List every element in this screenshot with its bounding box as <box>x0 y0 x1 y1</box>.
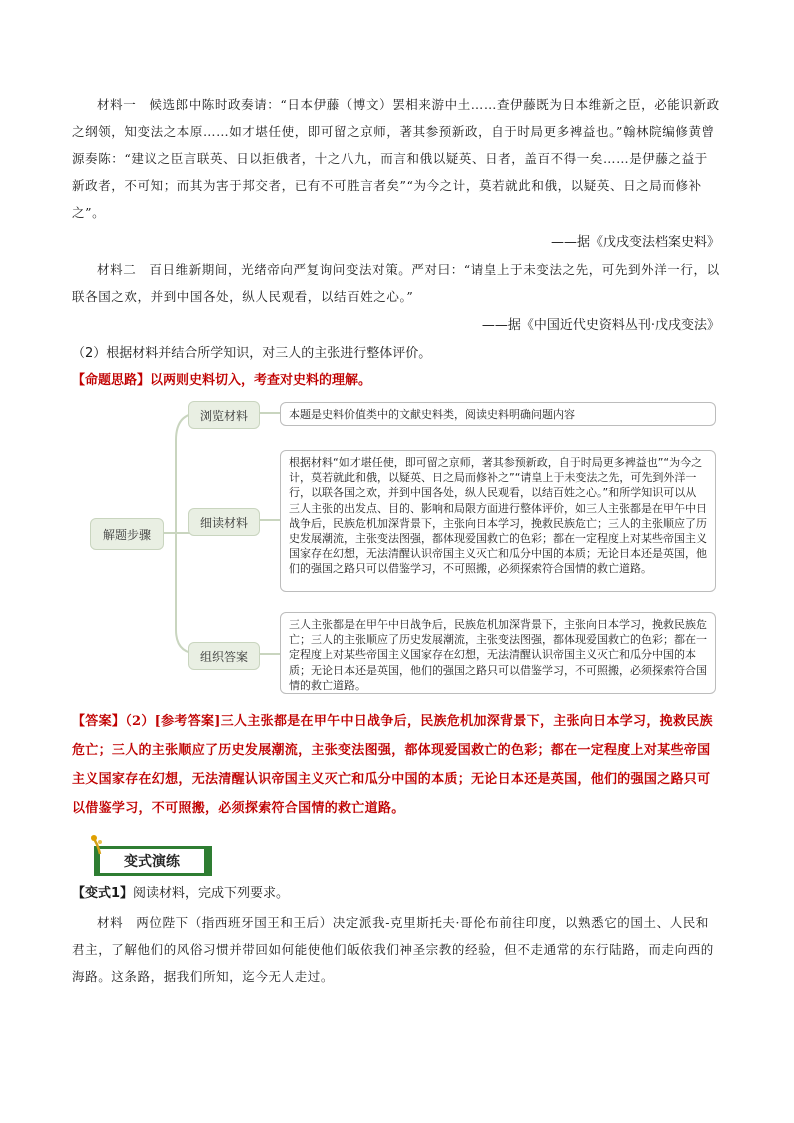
step-content-read: 根据材料“如才堪任使，即可留之京师，著其参预新政，自于时局更多裨益也”“为今之计，莫若就此和俄，以疑英、日之局而修补之”“请皇上于未变法之先，可先到外洋一行，以联各国之欢，并到中国各处，纵人民观看，以结百姓之心。”和所学知识可以从三人主张的出发点、目的、影响和局限方面进行整体评价，如三人主张都是在甲午中日战争后，民族危机加深背景下，主张向日本学习，挽救民族危亡；三人的主张顺应了历史发展潮流，主张变法图强，都体现爱国救亡的色彩；都在一定程度上对某些帝国主义国家存在幻想，无法清醒认识帝国主义灭亡和瓜分中国的本质；无论日本还是英国，他们的强国之路只可以借鉴学习，不可照搬，必须探索符合国情的救亡道路。 <box>280 450 716 592</box>
answer-label: 【答案】 <box>72 714 126 729</box>
step-label-browse: 浏览材料 <box>188 401 260 429</box>
mindmap-root-node: 解题步骤 <box>90 518 164 550</box>
answer-text: （2）[参考答案]三人主张都是在甲午中日战争后，民族危机加深背景下，主张向日本学习，挽救民族危亡；三人的主张顺应了历史发展潮流，主张变法图强，都体现爱国救亡的色彩；都在一定程度上对某些帝国主义国家存在幻想，无法清醒认识帝国主义灭亡和瓜分中国的本质；无论日本还是英国，他们的强国之路只可以借鉴学习，不可照搬，必须探索符合国情的救亡道路。 <box>72 714 713 816</box>
approach-label: 【命题思路】 <box>72 373 151 388</box>
banner-title: 变式演练 <box>124 854 180 870</box>
answer-block <box>72 707 722 823</box>
material-1-source: ——据《戊戌变法档案史料》 <box>550 235 720 250</box>
variant-line <box>72 882 289 901</box>
variant-banner <box>88 834 216 878</box>
material-2-source: ——据《中国近代史资料丛刊·戊戌变法》 <box>481 318 720 333</box>
step-content-browse: 本题是史料价值类中的文献史料类，阅读史料明确问题内容 <box>280 402 716 426</box>
material-2-text: 材料二 百日维新期间，光绪帝向严复询问变法对策。严对曰：“请皇上于未变法之先，可先到外洋一行，以联各国之欢，并到中国各处，纵人民观看，以结百姓之心。” <box>72 262 720 304</box>
step-content-organize: 三人主张都是在甲午中日战争后，民族危机加深背景下，主张向日本学习，挽救民族危亡；三人的主张顺应了历史发展潮流，主张变法图强，都体现爱国救亡的色彩；都在一定程度上对某些帝国主义国家存在幻想，无法清醒认识帝国主义灭亡和瓜分中国的本质；无论日本还是英国，他们的强国之路只可以借鉴学习，不可照搬，必须探索符合国情的救亡道路。 <box>280 612 716 694</box>
variant-material: 材料 两位陛下（指西班牙国王和王后）决定派我-克里斯托夫·哥伦布前往印度，以熟悉它的国土、人民和君主，了解他们的风俗习惯并带回如何能使他们皈依我们神圣宗教的经验，但不走通常的东行陆路，而走向西的海路。这条路，据我们所知，迄今无人走过。 <box>72 915 714 984</box>
step-label-organize: 组织答案 <box>188 642 260 670</box>
step-label-read: 细读材料 <box>188 508 260 536</box>
material-1-text: 材料一 候选郎中陈时政奏请：“日本伊藤（博文）罢相来游中土……查伊藤既为日本维新之臣，必能识新政之纲领，知变法之本原……如才堪任使，即可留之京师，著其参预新政，自于时局更多裨益也。”翰林院编修黄曾源奏陈：“建议之臣言联英、日以拒俄者，十之八九，而言和俄以疑英、日者，盖百不得一矣……是伊藤之益于新政者，不可知；而其为害于邦交者，已有不可胜言者矣”“为今之计，莫若就此和俄，以疑英、日之局而修补之”。 <box>72 97 720 220</box>
approach-text: 以两则史料切入，考查对史料的理解。 <box>150 373 372 388</box>
question-text: （2）根据材料并结合所学知识，对三人的主张进行整体评价。 <box>72 346 432 361</box>
variant-label: 【变式1】 <box>72 886 134 901</box>
variant-instruction: 阅读材料，完成下列要求。 <box>133 886 290 901</box>
